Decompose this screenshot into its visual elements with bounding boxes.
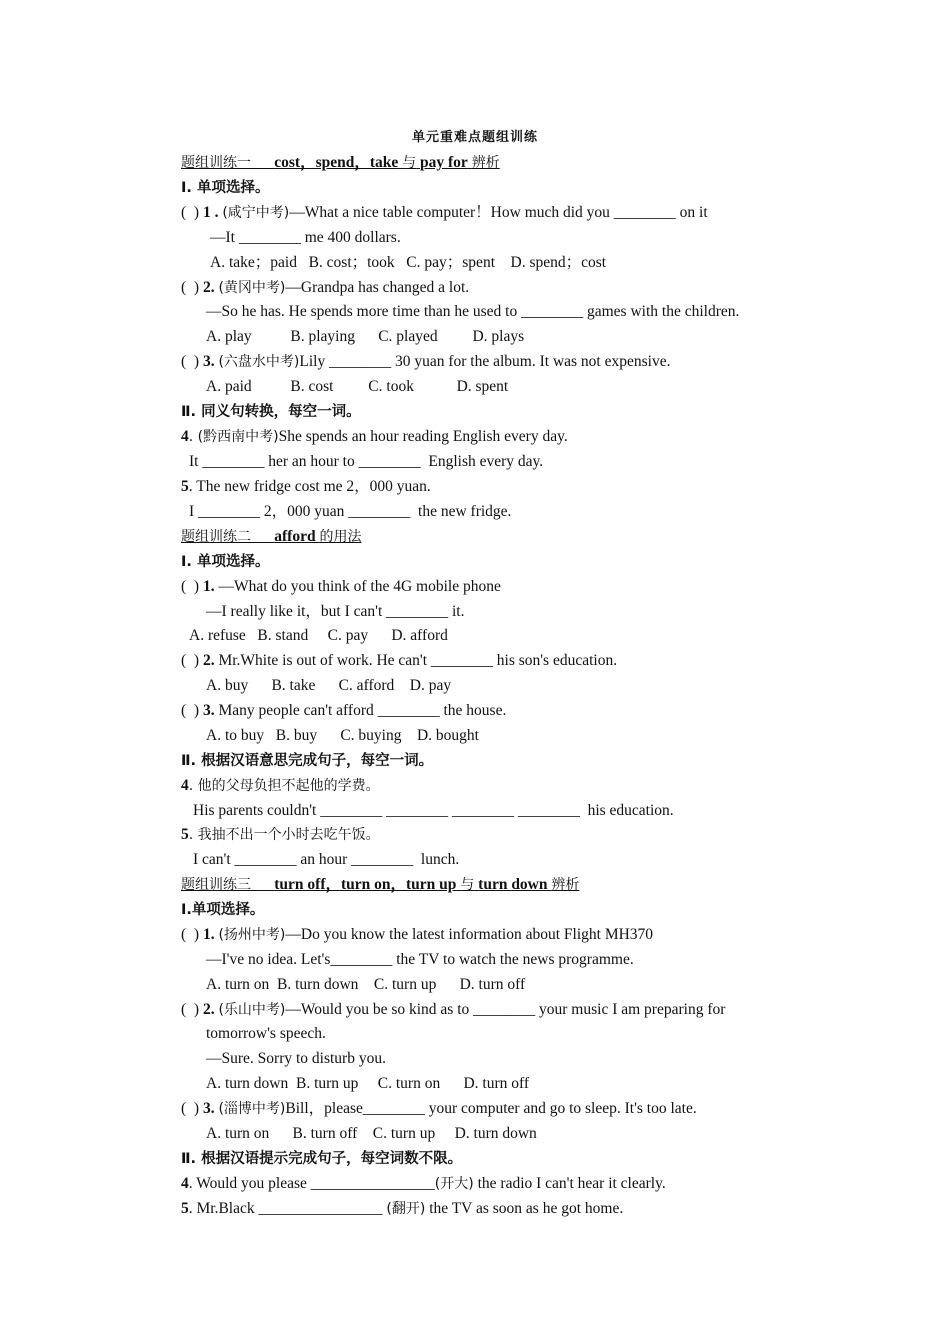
group3-q4-line: 4. Would you please ________________(开大) the radio I can't hear it clearly. (181, 1175, 666, 1192)
group2-q4-stem: 4. 他的父母负担不起他的学费。 (181, 777, 380, 794)
group3-q2-stem: ( ) 2. (乐山中考)—Would you be so kind as to ________ your music I am preparing for (181, 1001, 726, 1018)
group2-q1-reply: —I really like it，but I can't ________ it. (206, 603, 465, 620)
group1-q1-stem: ( ) 1 . (咸宁中考)—What a nice table computer！How much did you ________ on it (181, 204, 708, 221)
group2-q5-stem: 5. 我抽不出一个小时去吃午饭。 (181, 826, 380, 843)
group1-q2-stem: ( ) 2. (黄冈中考)—Grandpa has changed a lot. (181, 279, 470, 296)
group2-q4-line: His parents couldn't ________ ________ ________ ________ his education. (193, 802, 674, 819)
group3-q2-stem-cont: tomorrow's speech. (206, 1025, 326, 1042)
group1-q5-stem: 5. The new fridge cost me 2，000 yuan. (181, 478, 431, 495)
group1-q1-options: A. take；paid B. cost；took C. pay；spent D. spend；cost (210, 254, 607, 271)
group2-heading: 题组训练二 afford 的用法 (181, 528, 362, 545)
group2-q3-stem: ( ) 3. Many people can't afford ________ the house. (181, 702, 507, 719)
group1-q4-line: It ________ her an hour to ________ English every day. (189, 453, 544, 470)
group1-section2-label: Ⅱ. 同义句转换，每空一词。 (181, 404, 361, 420)
group1-q2-options: A. play B. playing C. played D. plays (206, 328, 525, 345)
group3-q1-reply: —I've no idea. Let's________ the TV to watch the news programme. (206, 951, 634, 968)
group2-q1-stem: ( ) 1. —What do you think of the 4G mobile phone (181, 578, 501, 595)
group1-q2-reply: —So he has. He spends more time than he used to ________ games with the children. (206, 303, 740, 320)
group3-section2-label: Ⅱ. 根据汉语提示完成句子，每空词数不限。 (181, 1151, 463, 1167)
group2-section1-label: Ⅰ. 单项选择。 (181, 554, 270, 570)
group3-heading: 题组训练三 turn off，turn on，turn up 与 turn down 辨析 (181, 876, 580, 893)
group3-q1-stem: ( ) 1. (扬州中考)—Do you know the latest information about Flight MH370 (181, 926, 654, 943)
group3-q5-line: 5. Mr.Black ________________ (翻开) the TV as soon as he got home. (181, 1200, 624, 1217)
group1-q1-reply: —It ________ me 400 dollars. (210, 229, 401, 246)
group2-q2-stem: ( ) 2. Mr.White is out of work. He can't ________ his son's education. (181, 652, 618, 669)
group1-q3-options: A. paid B. cost C. took D. spent (206, 378, 509, 395)
group3-q3-stem: ( ) 3. (淄博中考)Bill，please________ your computer and go to sleep. It's too late. (181, 1100, 697, 1117)
group2-q5-line: I can't ________ an hour ________ lunch. (193, 851, 460, 868)
group1-q4-stem: 4. (黔西南中考)She spends an hour reading English every day. (181, 428, 568, 445)
group3-q1-options: A. turn on B. turn down C. turn up D. turn off (206, 976, 526, 993)
group1-heading: 题组训练一 cost，spend，take 与 pay for 辨析 (181, 154, 500, 171)
group2-q2-options: A. buy B. take C. afford D. pay (206, 677, 452, 694)
group1-section1-label: Ⅰ. 单项选择。 (181, 180, 270, 196)
page-title: 单元重难点题组训练 (411, 130, 538, 145)
group2-section2-label: Ⅱ. 根据汉语意思完成句子，每空一词。 (181, 753, 434, 769)
group1-q3-stem: ( ) 3. (六盘水中考)Lily ________ 30 yuan for the album. It was not expensive. (181, 353, 671, 370)
group1-q5-line: I ________ 2，000 yuan ________ the new fridge. (189, 503, 512, 520)
group3-section1-label: Ⅰ.单项选择。 (181, 902, 265, 918)
group3-q2-reply: —Sure. Sorry to disturb you. (206, 1050, 386, 1067)
group2-q3-options: A. to buy B. buy C. buying D. bought (206, 727, 479, 744)
group3-q3-options: A. turn on B. turn off C. turn up D. turn down (206, 1125, 537, 1142)
group2-q1-options: A. refuse B. stand C. pay D. afford (189, 627, 448, 644)
group3-q2-options: A. turn down B. turn up C. turn on D. turn off (206, 1075, 530, 1092)
